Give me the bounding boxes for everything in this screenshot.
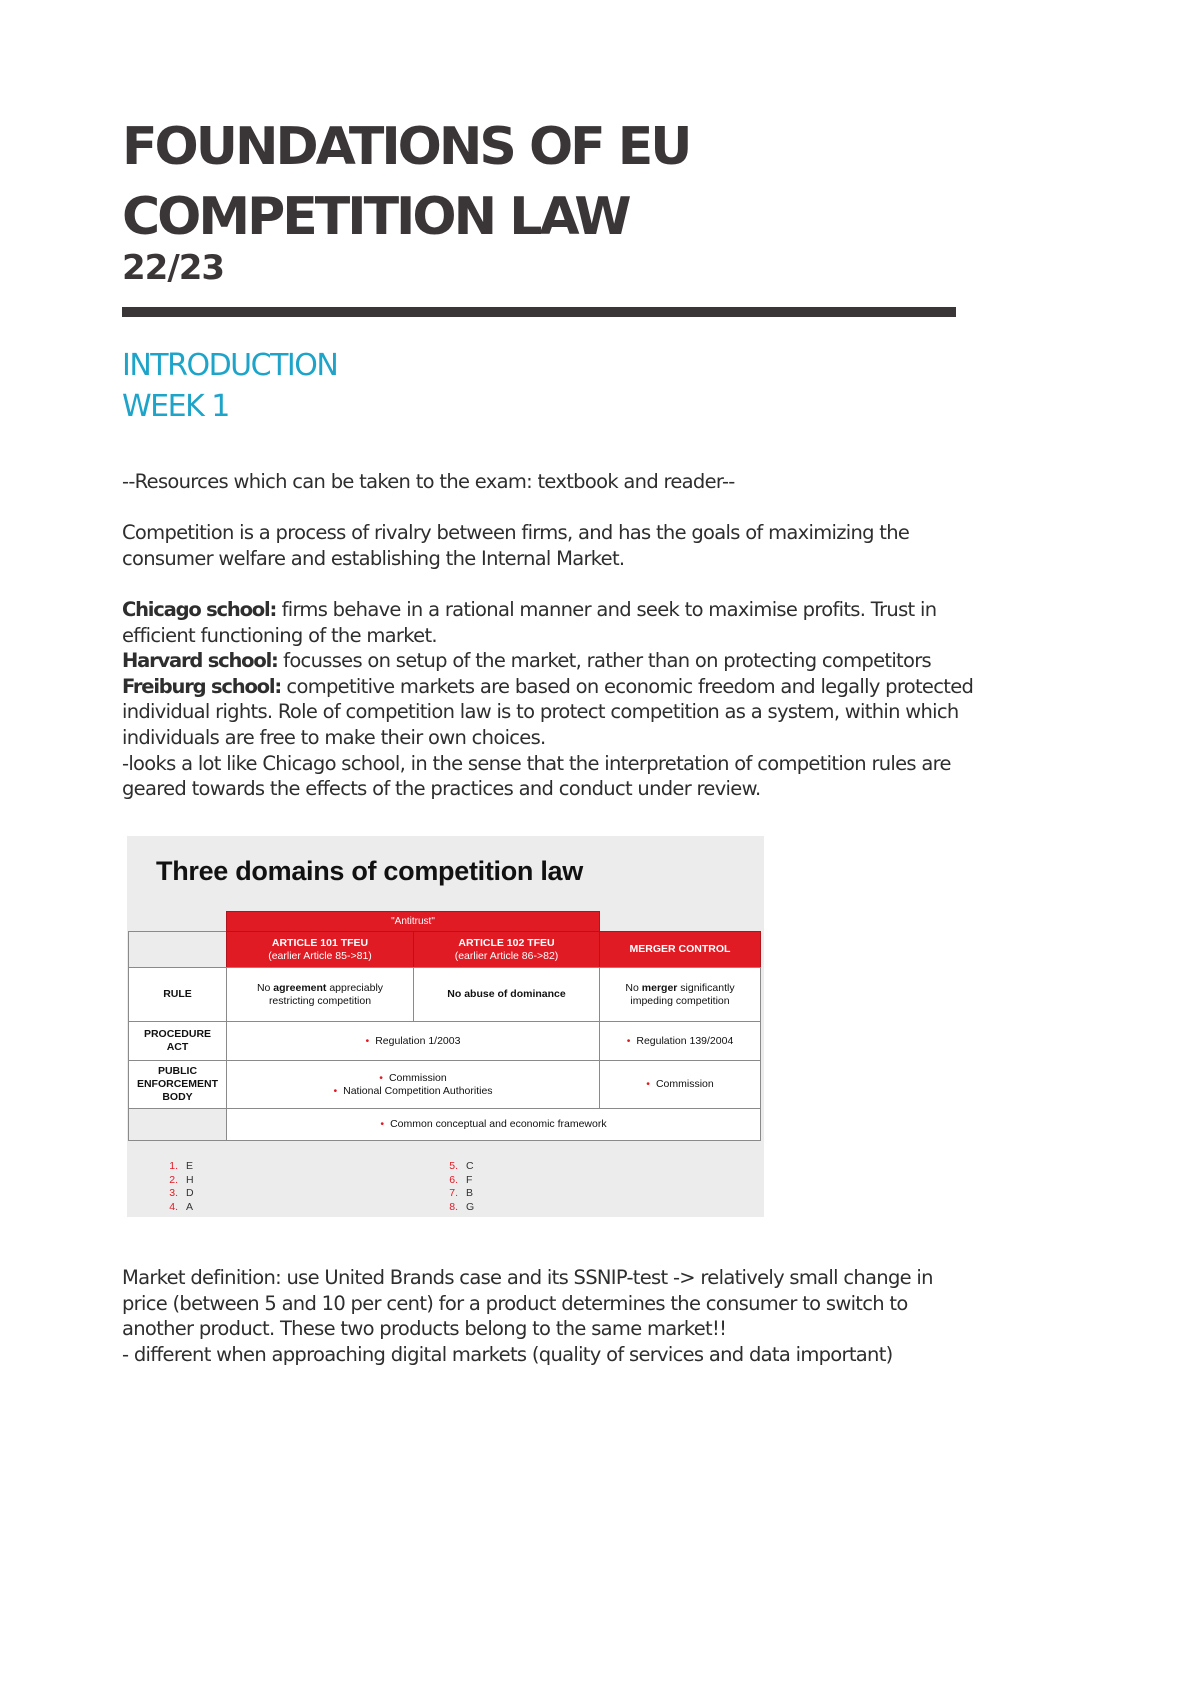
answers-right bbox=[442, 1160, 474, 1214]
section-heading bbox=[122, 345, 337, 427]
procedure-antitrust-text: Regulation 1/2003 bbox=[375, 1034, 461, 1047]
freiburg-text: competitive markets are based on economic freedom and legally protected individual rights. Role of competition law is to protect competition as a system, within which individuals are free to make their own choices. bbox=[122, 674, 974, 749]
article-101-header bbox=[226, 931, 414, 968]
answer-item: 5. C bbox=[449, 1160, 474, 1172]
title-divider bbox=[122, 307, 956, 317]
harvard-text: focusses on setup of the market, rather than on protecting competitors bbox=[277, 649, 932, 673]
market-definition-paragraph bbox=[122, 1265, 982, 1367]
market-definition-text: Market definition: use United Brands case and its SSNIP-test -> relatively small change in price (between 5 and 10 per cent) for a product determines the consumer to switch to another product. These two products belong to the same market!! bbox=[122, 1266, 933, 1341]
freiburg-school bbox=[122, 674, 982, 751]
chicago-text: firms behave in a rational manner and seek to maximise profits. Trust in efficient functioning of the market. bbox=[122, 598, 937, 647]
domains-figure bbox=[127, 836, 764, 1217]
resources-paragraph bbox=[122, 469, 982, 495]
title-line-1: FOUNDATIONS OF EU bbox=[122, 117, 690, 177]
answer-item: 2. H bbox=[169, 1173, 194, 1186]
corner-cell bbox=[128, 931, 227, 968]
section-line-1: INTRODUCTION bbox=[122, 348, 338, 383]
academic-year: 22/23 bbox=[122, 248, 225, 288]
enforcement-commission: Commission bbox=[388, 1071, 447, 1084]
freiburg-label: Freiburg school: bbox=[122, 674, 281, 698]
document-title bbox=[122, 112, 690, 252]
row-procedure: PROCEDURE ACT bbox=[128, 1021, 227, 1061]
bullet-icon: • bbox=[365, 1034, 370, 1047]
framework-label-cell bbox=[128, 1108, 227, 1141]
bullet-icon: • bbox=[379, 1071, 383, 1084]
competition-paragraph bbox=[122, 520, 982, 571]
bullet-icon: • bbox=[626, 1034, 631, 1047]
answer-item: 8. G bbox=[449, 1200, 475, 1213]
merger-control-header: MERGER CONTROL bbox=[599, 931, 761, 968]
procedure-antitrust bbox=[226, 1021, 600, 1061]
harvard-label: Harvard school: bbox=[122, 649, 278, 673]
rule-101-b: agreement bbox=[273, 981, 327, 994]
enforcement-merger bbox=[599, 1060, 761, 1109]
figure-title: Three domains of competition law bbox=[156, 856, 583, 886]
answer-item: 6. F bbox=[449, 1173, 473, 1186]
section-line-2: WEEK 1 bbox=[122, 389, 229, 424]
procedure-merger-text: Regulation 139/2004 bbox=[636, 1034, 734, 1047]
framework-cell bbox=[226, 1108, 761, 1141]
rule-101 bbox=[226, 967, 414, 1022]
answers-left bbox=[162, 1160, 194, 1214]
title-line-2: COMPETITION LAW bbox=[122, 187, 629, 247]
rule-merger bbox=[599, 967, 761, 1022]
answer-item: 7. B bbox=[449, 1187, 474, 1199]
rule-merger-b: merger bbox=[641, 981, 678, 994]
bullet-icon: • bbox=[646, 1078, 650, 1090]
rule-merger-a: No bbox=[625, 981, 642, 994]
answer-item: 1. E bbox=[169, 1160, 194, 1172]
harvard-school bbox=[122, 648, 982, 674]
article-101-title: ARTICLE 101 TFEU bbox=[271, 936, 369, 949]
digital-note-text: - different when approaching digital markets (quality of services and data important) bbox=[122, 1342, 893, 1366]
row-rule: RULE bbox=[128, 967, 227, 1022]
enforcement-ncas: National Competition Authorities bbox=[343, 1084, 493, 1097]
bullet-icon: • bbox=[380, 1118, 385, 1130]
answer-item: 3. D bbox=[169, 1187, 194, 1199]
procedure-merger bbox=[599, 1021, 761, 1061]
framework-text: Common conceptual and economic framework bbox=[390, 1118, 607, 1130]
chicago-label: Chicago school: bbox=[122, 598, 277, 621]
chicago-note: -looks a lot like Chicago school, in the sense that the interpretation of competition rules are geared towards the effects of the practices and conduct under review. bbox=[122, 751, 951, 801]
competition-text: Competition is a process of rivalry between firms, and has the goals of maximizing the consumer welfare and establishing the Internal Market. bbox=[122, 521, 910, 570]
article-102-header bbox=[413, 931, 600, 968]
rule-merger-c: significantly impeding competition bbox=[630, 981, 735, 1007]
enforcement-antitrust bbox=[226, 1060, 600, 1109]
article-102-title: ARTICLE 102 TFEU bbox=[458, 936, 555, 949]
schools-paragraph bbox=[122, 597, 982, 802]
article-102-sub: (earlier Article 86->82) bbox=[454, 949, 559, 962]
rule-102: No abuse of dominance bbox=[413, 967, 600, 1022]
chicago-school bbox=[122, 597, 982, 648]
enforcement-merger-text: Commission bbox=[655, 1078, 714, 1090]
rule-101-a: No bbox=[256, 981, 274, 994]
row-enforcement: PUBLIC ENFORCEMENT BODY bbox=[128, 1060, 227, 1109]
bullet-icon: • bbox=[333, 1084, 338, 1097]
article-101-sub: (earlier Article 85->81) bbox=[268, 949, 372, 962]
rule-101-c: appreciably restricting competition bbox=[268, 981, 384, 1007]
resources-text: --Resources which can be taken to the exam: textbook and reader-- bbox=[122, 470, 735, 493]
antitrust-header: "Antitrust" bbox=[226, 911, 600, 932]
answer-item: 4. A bbox=[169, 1200, 194, 1213]
